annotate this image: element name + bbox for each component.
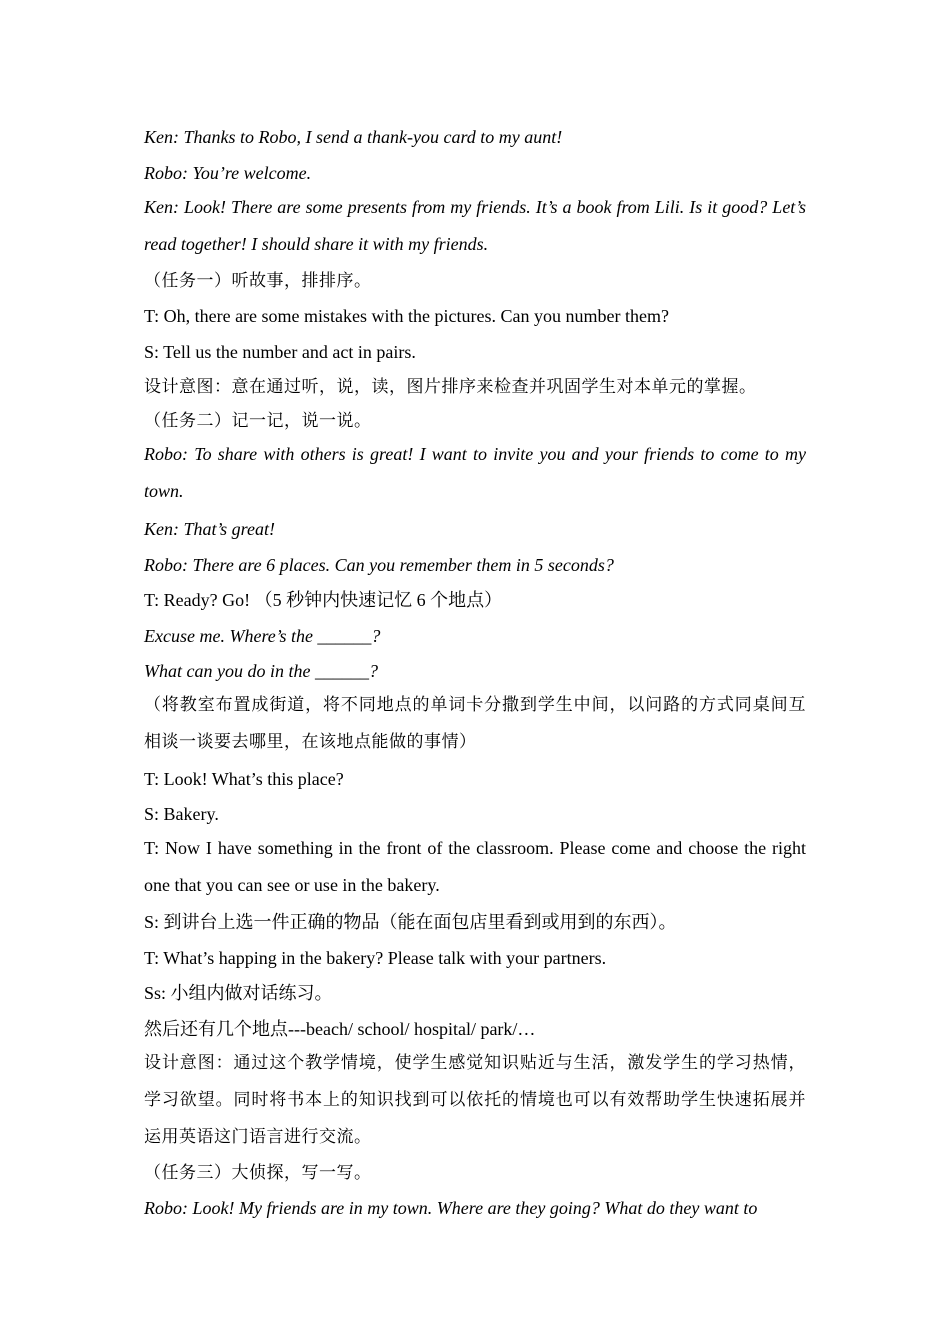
dialogue-paragraph: Robo: To share with others is great! I want to invite you and your friends to come to my town. [144,444,806,501]
dialogue-line: S: Tell us the number and act in pairs. [144,342,416,362]
dialogue-line: T: Oh, there are some mistakes with the pictures. Can you number them? [144,306,669,326]
dialogue-line: S: 到讲台上选一件正确的物品（能在面包店里看到或用到的东西）。 [144,912,677,932]
dialogue-paragraph: T: Now I have something in the front of the classroom. Please come and choose the right one that you can see or use in the bakery. [144,838,806,895]
design-intent: 设计意图：通过这个教学情境，使学生感觉知识贴近与生活，激发学生的学习热情，学习欲望。同时将书本上的知识找到可以依托的情境也可以有效帮助学生快速拓展并运用英语这门语言进行交流。 [144,1053,806,1147]
dialogue-line: S: Bakery. [144,804,219,824]
dialogue-line: Ken: That’s great! [144,519,276,539]
dialogue-line: T: What’s happing in the bakery? Please talk with your partners. [144,948,607,968]
task-heading: （任务三）大侦探，写一写。 [144,1163,372,1183]
design-intent: 设计意图：意在通过听，说，读，图片排序来检查并巩固学生对本单元的掌握。 [144,377,757,397]
dialogue-line: Robo: There are 6 places. Can you remember them in 5 seconds? [144,555,614,575]
dialogue-paragraph: Ken: Look! There are some presents from my friends. It’s a book from Lili. Is it good? Let’s read together! I should share it with my friends. [144,197,806,254]
places-line: 然后还有几个地点---beach/ school/ hospital/ park/… [144,1019,536,1039]
task-heading: （任务一）听故事，排排序。 [144,271,372,291]
task-heading: （任务二）记一记，说一说。 [144,411,372,431]
dialogue-line: Robo: You’re welcome. [144,163,312,183]
dialogue-line: Ken: Thanks to Robo, I send a thank-you card to my aunt! [144,127,563,147]
classroom-note: （将教室布置成街道，将不同地点的单词卡分撒到学生中间，以问路的方式同桌间互相谈一谈要去哪里，在该地点能做的事情） [144,695,806,752]
dialogue-line: T: Look! What’s this place? [144,769,344,789]
question-pattern: What can you do in the ______? [144,661,378,681]
question-pattern: Excuse me. Where’s the ______? [144,626,381,646]
dialogue-line: Ss: 小组内做对话练习。 [144,983,333,1003]
dialogue-line: T: Ready? Go! （5 秒钟内快速记忆 6 个地点） [144,590,503,610]
dialogue-line: Robo: Look! My friends are in my town. Where are they going? What do they want to [144,1198,758,1218]
